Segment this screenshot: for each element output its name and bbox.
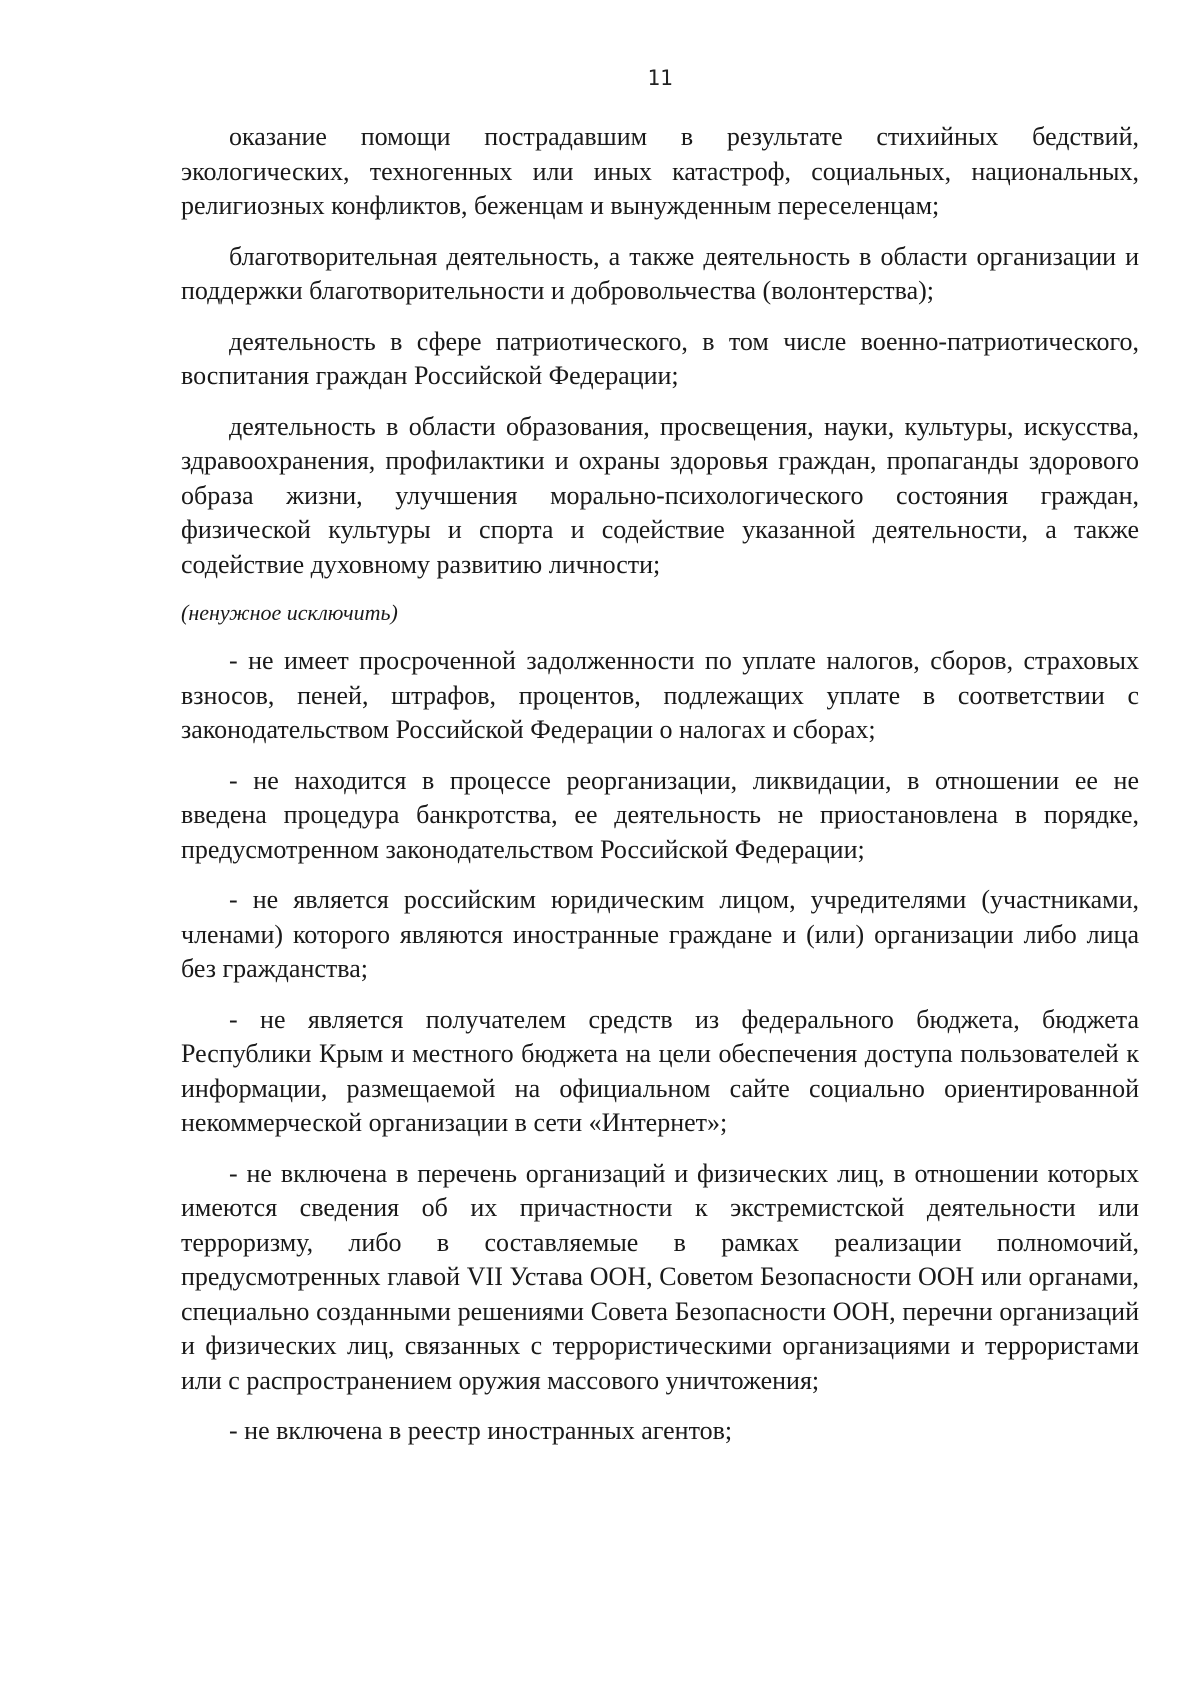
exclusion-note: (ненужное исключить) [181, 600, 398, 625]
page-number: 11 [647, 66, 673, 90]
document-body [181, 120, 1139, 1465]
condition-paragraph: - не включена в перечень организаций и физических лиц, в отношении которых имеются сведения об их причастности к экстремистской деятельности или терроризму, либо в составляемые в рамках реализации полномочий, предусмотренных главой VII Устава ООН, Советом Безопасности ООН или органами, специально созданными решениями Совета Безопасности ООН, перечни организаций и физических лиц, связанных с террористическими организациями и террористами или с распространением оружия массового уничтожения; [181, 1158, 1139, 1395]
activity-paragraph: оказание помощи пострадавшим в результате стихийных бедствий, экологических, техногенных или иных катастроф, социальных, национальных, религиозных конфликтов, беженцам и вынужденным переселенцам; [181, 122, 1139, 220]
activity-paragraph: деятельность в области образования, просвещения, науки, культуры, искусства, здравоохранения, профилактики и охраны здоровья граждан, пропаганды здорового образа жизни, улучшения морально-психологического состояния граждан, физической культуры и спорта и содействие указанной деятельности, а также содействие духовному развитию личности; [181, 411, 1139, 579]
condition-paragraph: - не включена в реестр иностранных агентов; [229, 1416, 733, 1445]
condition-paragraph: - не имеет просроченной задолженности по уплате налогов, сборов, страховых взносов, пеней, штрафов, процентов, подлежащих уплате в соответствии с законодательством Российской Федерации о налогах и сборах; [181, 646, 1139, 744]
condition-paragraph: - не является российским юридическим лицом, учредителями (участниками, членами) которого являются иностранные граждане и (или) организации либо лица без гражданства; [181, 885, 1139, 983]
condition-paragraph: - не является получателем средств из федерального бюджета, бюджета Республики Крым и местного бюджета на цели обеспечения доступа пользователей к информации, размещаемой на официальном сайте социально ориентированной некоммерческой организации в сети «Интернет»; [181, 1004, 1139, 1137]
activity-paragraph: деятельность в сфере патриотического, в том числе военно-патриотического, воспитания граждан Российской Федерации; [181, 326, 1139, 390]
activity-paragraph: благотворительная деятельность, а также деятельность в области организации и поддержки благотворительности и добровольчества (волонтерства); [181, 241, 1139, 305]
condition-paragraph: - не находится в процессе реорганизации, ликвидации, в отношении ее не введена процедура банкротства, ее деятельность не приостановлена в порядке, предусмотренном законодательством Российской Федерации; [181, 765, 1139, 864]
